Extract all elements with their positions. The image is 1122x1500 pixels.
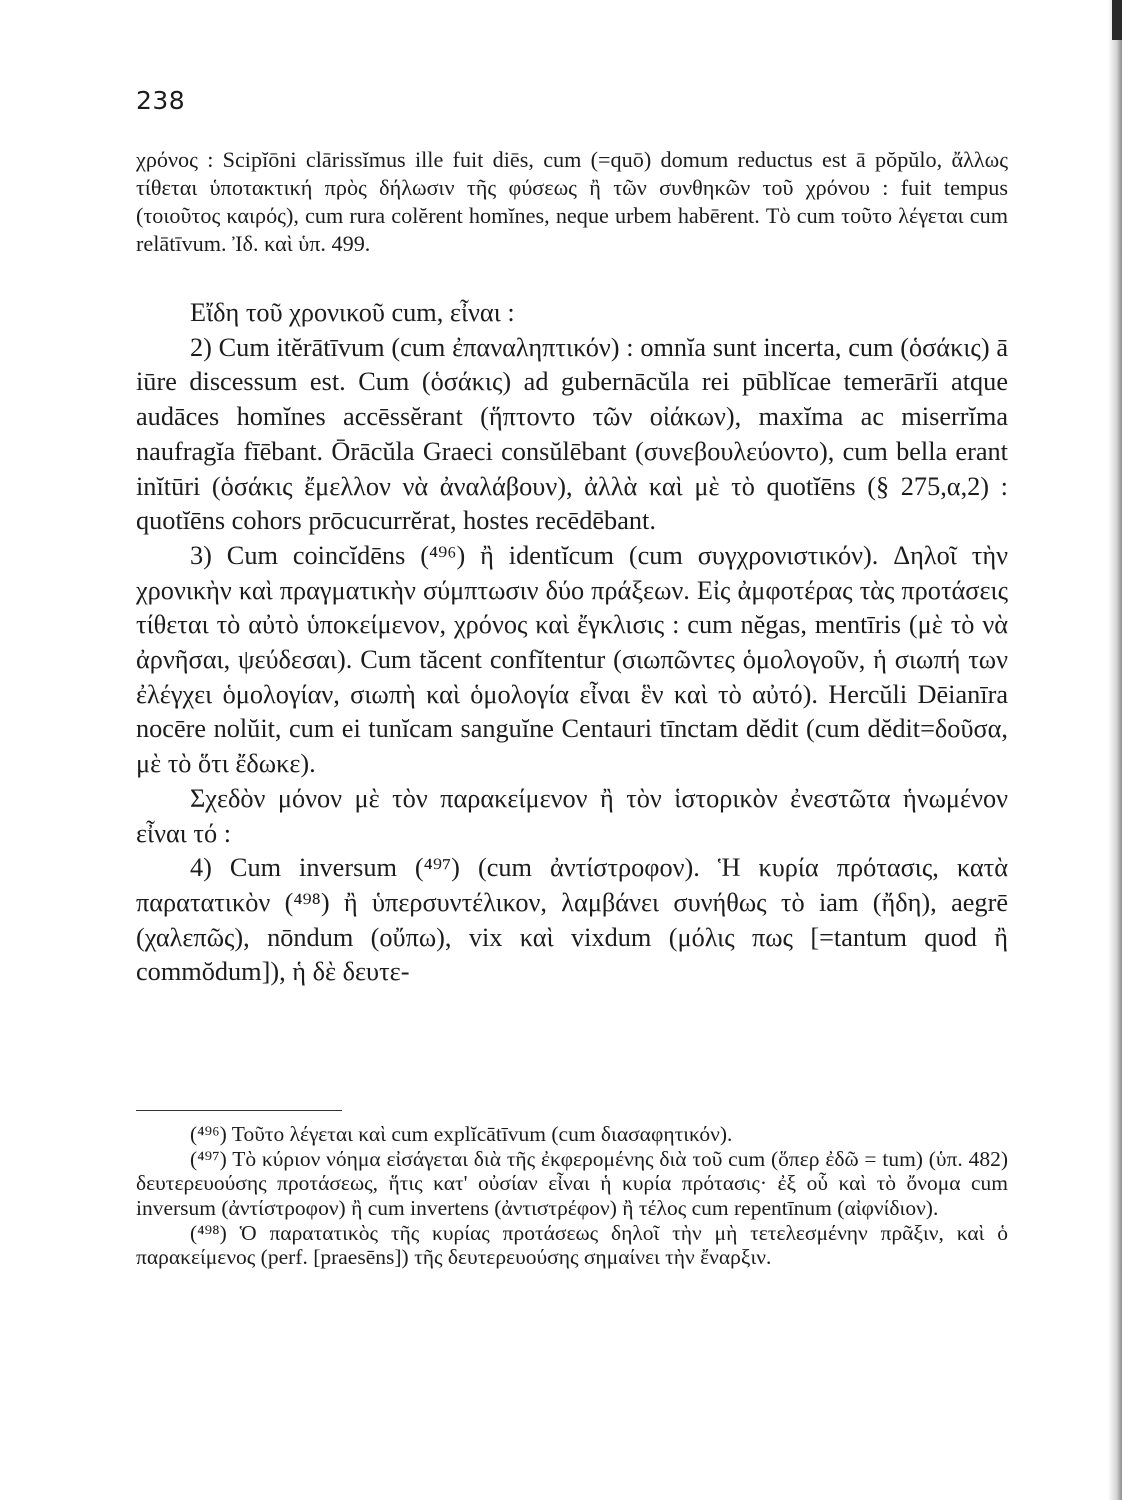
intro-paragraph: χρόνος : Scipĭōni clārissĭmus ille fuit diēs, cum (=quō) domum reductus est ā pŏpŭlo, ἄλλως τίθεται ὑποτακτική πρὸς δήλωσιν τῆς φύσεως ἢ τῶν συνθηκῶν τοῦ χρόνου : fuit tempus (τοιοῦτος καιρός), cum rura colĕrent homĭnes, neque urbem habērent. Τὸ cum τοῦτο λέγεται cum relātīvum. Ἰδ. καὶ ὑπ. 499. (136, 147, 1008, 256)
main-text (136, 296, 1008, 990)
footnote-497: (⁴⁹⁷) Τὸ κύριον νόημα εἰσάγεται διὰ τῆς ἐκφερομένης διὰ τοῦ cum (ὅπερ ἐδῶ = tum) (ὑπ. 482) δευτερευούσης προτάσεως, ἥτις κατ' οὐσίαν εἶναι ἡ κυρία πρότασις· ἐξ οὗ καὶ τὸ ὄνομα cum inversum (ἀντίστροφον) ἢ cum invertens (ἀντιστρέφον) ἢ τέλος cum repentīnum (αἰφνίδιον). (136, 1147, 1008, 1220)
footnote-496: (⁴⁹⁶) Τοῦτο λέγεται καὶ cum explĭcātīvum (cum διασαφητικόν). (190, 1122, 733, 1146)
scan-corner-mark (1112, 0, 1122, 40)
paragraph-cum-iterativum: 2) Cum itĕrātīvum (cum ἐπαναληπτικόν) : omnĭa sunt incerta, cum (ὁσάκις) ā iūre discessum est. Cum (ὁσάκις) ad gubernācŭla rei pūblĭcae temerārĭi atque audāces homĭnes accēssĕrant (ἥπτοντο τῶν οἰάκων), maxĭma ac miserrĭma naufragĭa fīēbant. Ōrācŭla Graeci consŭlēbant (συνεβουλεύοντο), cum bella erant inĭtūri (ὁσάκις ἔμελλον νὰ ἀναλάβουν), ἀλλὰ καὶ μὲ τὸ quotĭēns (§ 275,α,2) : quotĭēns cohors prōcucurrĕrat, hostes recēdēbant. (136, 332, 1008, 536)
paragraph-present-perfect-note: Σχεδὸν μόνον μὲ τὸν παρακείμενον ἢ τὸν ἱστορικὸν ἐνεστῶτα ἡνωμένον εἶναι τό : (136, 783, 1008, 848)
footnotes (136, 1122, 1008, 1270)
footnote-separator (136, 1110, 342, 1111)
intro-paragraph-block (136, 146, 1008, 258)
paragraph-cum-inversum: 4) Cum inversum (⁴⁹⁷) (cum ἀντίστροφον). Ἡ κυρία πρότασις, κατὰ παρατατικὸν (⁴⁹⁸) ἢ ὑπερσυντέλικον, λαμβάνει συνήθως τὸ iam (ἤδη), aegrē (χαλεπῶς), nōndum (οὔπω), vix καὶ vixdum (μόλις πως [=tantum quod ἢ commŏdum]), ἡ δὲ δευτε- (136, 853, 1008, 987)
footnote-498: (⁴⁹⁸) Ὁ παρατατικὸς τῆς κυρίας προτάσεως δηλοῖ τὴν μὴ τετελεσμένην πρᾶξιν, καὶ ὁ παρακείμενος (perf. [praesēns]) τῆς δευτερευούσης σημαίνει τὴν ἔναρξιν. (136, 1220, 1008, 1270)
page-edge-shadow (1108, 0, 1122, 1500)
paragraph-cum-coincidens: 3) Cum coincĭdēns (⁴⁹⁶) ἢ identĭcum (cum συγχρονιστικόν). Δηλοῖ τὴν χρονικὴν καὶ πραγματικὴν σύμπτωσιν δύο πράξεων. Εἰς ἀμφοτέρας τὰς προτάσεις τίθεται τὸ αὐτὸ ὑποκείμενον, χρόνος καὶ ἔγκλισις : cum nĕgas, mentīris (μὲ τὸ νὰ ἀρνῆσαι, ψεύδεσαι). Cum tăcent confĭtentur (σιωπῶντες ὁμολογοῦν, ἡ σιωπή των ἐλέγχει ὁμολογίαν, σιωπὴ καὶ ὁμολογία εἶναι ἓν καὶ τὸ αὐτό). Hercŭli Dēianīra nocēre nolŭit, cum ei tunĭcam sanguĭne Centauri tīnctam dĕdit (cum dĕdit=δοῦσα, μὲ τὸ ὅτι ἔδωκε). (136, 540, 1008, 779)
page-number: 238 (136, 86, 186, 115)
section-heading: Εἴδη τοῦ χρονικοῦ cum, εἶναι : (190, 298, 515, 327)
